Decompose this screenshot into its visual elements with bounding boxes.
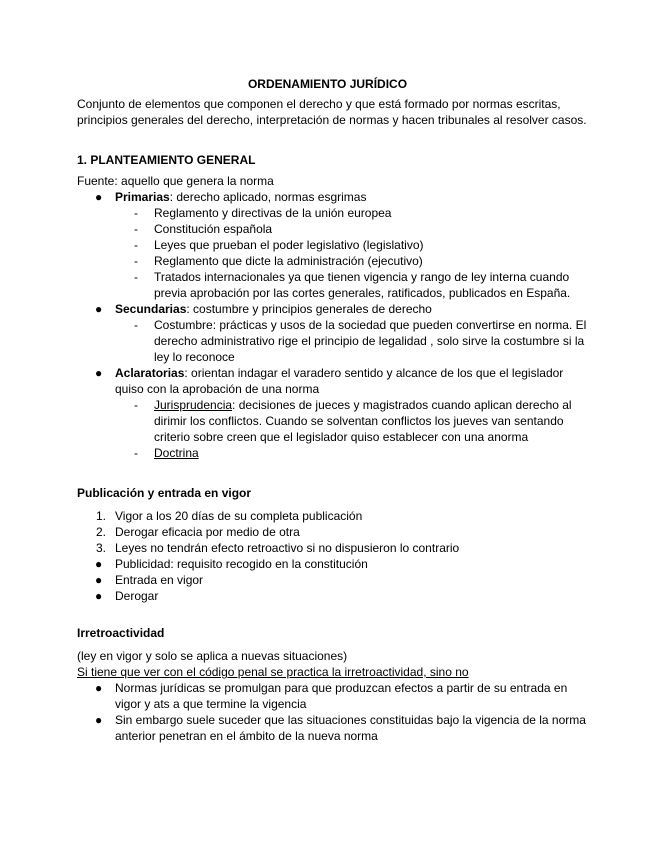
irretroactividad-heading: Irretroactividad: [77, 626, 165, 640]
irretroactividad-line2: Si tiene que ver con el código penal se practica la irretroactividad, sino no: [77, 665, 469, 679]
publicacion-heading: Publicación y entrada en vigor: [77, 486, 252, 500]
section1-heading: 1. PLANTEAMIENTO GENERAL: [77, 153, 256, 167]
irretroactividad-body: [77, 648, 587, 744]
fuente-line: Fuente: aquello que genera la norma: [77, 174, 274, 188]
list-item: ● Normas jurídicas se promulgan para que produzcan efectos a partir de su entrada en vigor y ats a que termine la vigencia: [95, 681, 568, 711]
list-item: - Leyes que prueban el poder legislativo (legislativo): [134, 238, 424, 252]
bullet-icon: ●: [95, 713, 103, 727]
list-item: 2. Derogar eficacia por medio de otra: [96, 525, 300, 539]
bullet-icon: ●: [95, 589, 103, 603]
document-title: ORDENAMIENTO JURÍDICO: [247, 77, 408, 91]
dash-icon: -: [134, 446, 138, 460]
list-item: - Costumbre: prácticas y usos de la sociedad que pueden convertirse en norma. El derecho administrativo rige el principio de legalidad , solo sirve la costumbre si la ley lo reconoce: [134, 318, 587, 364]
list-item: ● Entrada en vigor: [95, 573, 204, 587]
bullet-icon: ●: [95, 557, 103, 571]
dash-icon: -: [134, 206, 138, 220]
dash-icon: -: [134, 222, 138, 236]
bullet-icon: ●: [95, 681, 103, 695]
list-item: - Reglamento que dicte la administración (ejecutivo): [134, 254, 423, 268]
dash-icon: -: [134, 254, 138, 268]
list-item-aclaratorias: ● Aclaratorias: orientan indagar el varadero sentido y alcance de los que el legislador quiso con la aprobación de una norma: [95, 366, 564, 396]
list-item: ● Publicidad: requisito recogido en la constitución: [95, 557, 368, 571]
list-item: ● Sin embargo suele suceder que las situaciones constituidas bajo la vigencia de la norma anterior penetran en el ámbito de la nueva norma: [95, 713, 586, 743]
irretroactividad-line1: (ley en vigor y solo se aplica a nuevas situaciones): [77, 649, 348, 663]
bullet-icon: ●: [95, 190, 103, 204]
publicacion-list: [77, 508, 587, 604]
list-item: 3. Leyes no tendrán efecto retroactivo si no dispusieron lo contrario: [96, 541, 460, 555]
list-item: ● Derogar: [95, 589, 159, 603]
list-item-primarias: ● Primarias: derecho aplicado, normas esgrimas: [95, 190, 367, 204]
dash-icon: -: [134, 270, 138, 284]
list-item: - Reglamento y directivas de la unión europea: [134, 206, 392, 220]
bullet-icon: ●: [95, 366, 103, 380]
dash-icon: -: [134, 238, 138, 252]
bullet-icon: ●: [95, 302, 103, 316]
list-item-secundarias: ● Secundarias: costumbre y principios generales de derecho: [95, 302, 432, 316]
bullet-icon: ●: [95, 573, 103, 587]
dash-icon: -: [134, 318, 138, 332]
dash-icon: -: [134, 398, 138, 412]
list-item: 1. Vigor a los 20 días de su completa publicación: [96, 509, 363, 523]
section1-body: [77, 173, 587, 461]
list-item: - Constitución española: [134, 222, 273, 236]
intro-paragraph: Conjunto de elementos que componen el derecho y que está formado por normas escritas, principios generales del derecho, interpretación de normas y hacen tribunales al resolver casos.: [77, 97, 587, 127]
list-item-jurisprudencia: - Jurisprudencia: decisiones de jueces y magistrados cuando aplican derecho al dirimir los conflictos. Cuando se solventan conflictos los jueves van sentando criterio sobre creen que el legislador quiso establecer con una anorma: [134, 398, 572, 444]
list-item: - Tratados internacionales ya que tienen vigencia y rango de ley interna cuando previa aprobación por las cortes generales, ratificados, publicados en España.: [134, 270, 571, 300]
list-item-doctrina: - Doctrina: [134, 446, 199, 460]
